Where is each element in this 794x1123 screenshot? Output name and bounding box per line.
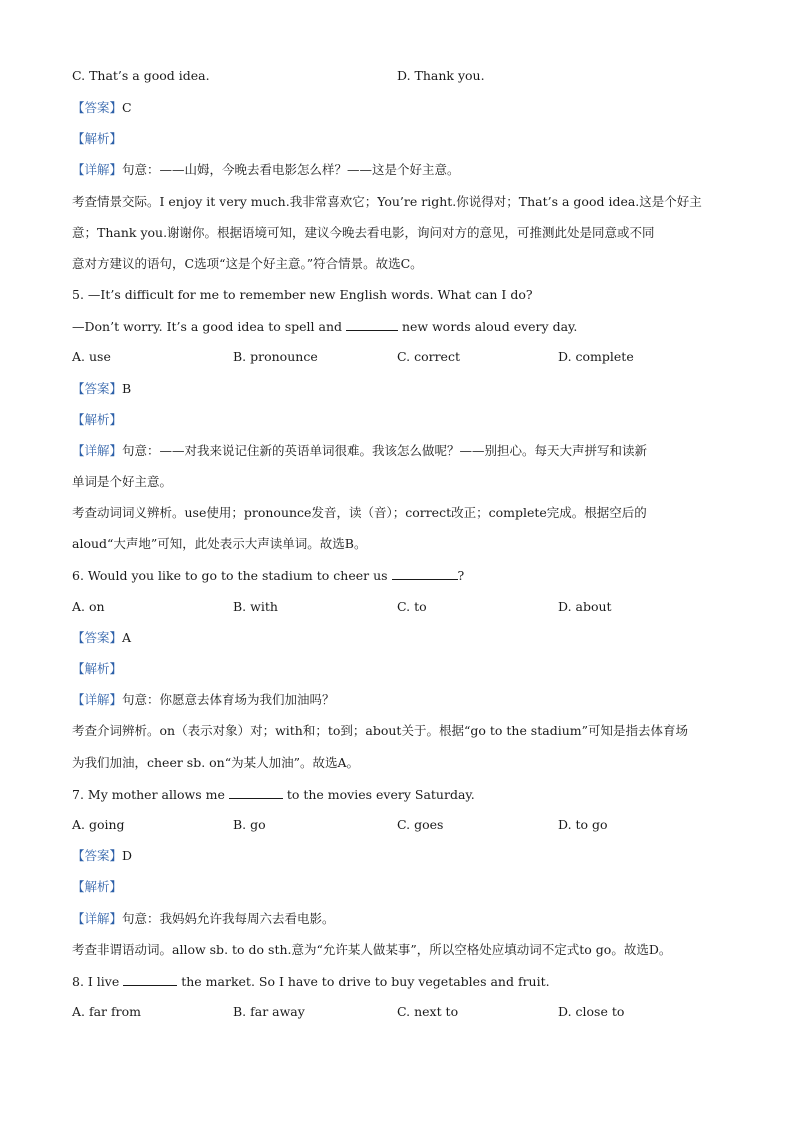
answer-value: A	[122, 630, 132, 645]
answer-tag: 【答案】	[72, 630, 123, 645]
q6-detail-2: 考查介词辨析。on（表示对象）对；with和；to到；about关于。根据“go to the stadium”可知是指去体育场	[72, 723, 688, 738]
q4-detail-3: 意；Thank you.谢谢你。根据语境可知，建议今晚去看电影，询问对方的意见，可推测此处是同意或不同	[72, 225, 655, 240]
q5-option-d: D. complete	[558, 349, 634, 364]
q6-option-d: D. about	[558, 599, 612, 614]
q5-detail-2: 单词是个好主意。	[72, 474, 173, 489]
q8-stem-part: the market. So I have to drive to buy vegetables and fruit.	[181, 974, 550, 989]
q7-option-a: A. going	[72, 817, 125, 832]
q7-detail-2: 考查非谓语动词。allow sb. to do sth.意为“允许某人做某事”，所以空格处应填动词不定式to go。故选D。	[72, 942, 672, 957]
answer-blank	[123, 973, 177, 986]
answer-blank	[346, 318, 398, 331]
detail-text: 句意：你愿意去体育场为我们加油吗？	[122, 692, 335, 707]
q8-stem	[72, 973, 550, 990]
q5-detail-3: 考查动词词义辨析。use使用；pronounce发音，读（音）；correct改正；complete完成。根据空后的	[72, 505, 647, 520]
analysis-tag: 【解析】	[72, 879, 123, 894]
q5-option-c: C. correct	[397, 349, 460, 364]
q4-analysis	[72, 131, 122, 147]
q6-option-b: B. with	[233, 599, 278, 614]
q5-detail-4: aloud“大声地”可知，此处表示大声读单词。故选B。	[72, 536, 367, 551]
q6-answer	[72, 630, 131, 646]
q7-stem-part: 7. My mother allows me	[72, 787, 225, 802]
answer-value: C	[122, 100, 132, 115]
detail-text: 句意：我妈妈允许我每周六去看电影。	[122, 911, 335, 926]
q6-detail-1	[72, 692, 335, 708]
analysis-tag: 【解析】	[72, 412, 123, 427]
analysis-tag: 【解析】	[72, 131, 123, 146]
q6-detail-3: 为我们加油，cheer sb. on“为某人加油”。故选A。	[72, 755, 360, 770]
q7-analysis	[72, 879, 122, 895]
q4-detail-4: 意对方建议的语句，C选项“这是个好主意。”符合情景。故选C。	[72, 256, 423, 271]
analysis-tag: 【解析】	[72, 661, 123, 676]
q5-stem-2	[72, 318, 577, 335]
detail-tag: 【详解】	[72, 443, 123, 458]
answer-tag: 【答案】	[72, 381, 123, 396]
q6-stem-part: 6. Would you like to go to the stadium to cheer us	[72, 568, 388, 583]
q6-analysis	[72, 661, 122, 677]
q4-option-c: C. That’s a good idea.	[72, 68, 210, 83]
q8-option-a: A. far from	[72, 1004, 141, 1019]
q4-detail-1	[72, 162, 460, 178]
answer-blank	[229, 786, 283, 799]
q5-option-b: B. pronounce	[233, 349, 318, 364]
answer-tag: 【答案】	[72, 848, 123, 863]
detail-text: 句意：——对我来说记住新的英语单词很难。我该怎么做呢？——别担心。每天大声拼写和读新	[122, 443, 648, 458]
q4-detail-2: 考查情景交际。I enjoy it very much.我非常喜欢它；You’re right.你说得对；That’s a good idea.这是个好主	[72, 194, 702, 209]
q7-answer	[72, 848, 132, 864]
q7-stem-part: to the movies every Saturday.	[286, 787, 475, 802]
q7-option-b: B. go	[233, 817, 266, 832]
answer-value: D	[122, 848, 133, 863]
q6-stem	[72, 567, 464, 584]
q8-option-d: D. close to	[558, 1004, 625, 1019]
q5-analysis	[72, 412, 122, 428]
detail-text: 句意：——山姆，今晚去看电影怎么样？——这是个好主意。	[122, 162, 460, 177]
q6-option-a: A. on	[72, 599, 105, 614]
answer-tag: 【答案】	[72, 100, 123, 115]
q7-option-c: C. goes	[397, 817, 444, 832]
q7-detail-1	[72, 911, 335, 927]
q5-detail-1	[72, 443, 647, 459]
q6-stem-part: ?	[457, 568, 465, 583]
q5-option-a: A. use	[72, 349, 111, 364]
q6-option-c: C. to	[397, 599, 427, 614]
q7-option-d: D. to go	[558, 817, 608, 832]
answer-blank	[392, 567, 458, 580]
q4-option-d: D. Thank you.	[397, 68, 485, 83]
q8-stem-part: 8. I live	[72, 974, 120, 989]
q5-stem-1: 5. —It’s difficult for me to remember new English words. What can I do?	[72, 287, 533, 302]
detail-tag: 【详解】	[72, 911, 123, 926]
detail-tag: 【详解】	[72, 162, 123, 177]
q8-option-c: C. next to	[397, 1004, 459, 1019]
detail-tag: 【详解】	[72, 692, 123, 707]
q8-option-b: B. far away	[233, 1004, 305, 1019]
q5-stem-part: —Don’t worry. It’s a good idea to spell and	[72, 319, 343, 334]
q7-stem	[72, 786, 475, 803]
q4-answer	[72, 100, 132, 116]
q5-stem-part: new words aloud every day.	[401, 319, 578, 334]
answer-value: B	[122, 381, 132, 396]
q5-answer	[72, 381, 131, 397]
